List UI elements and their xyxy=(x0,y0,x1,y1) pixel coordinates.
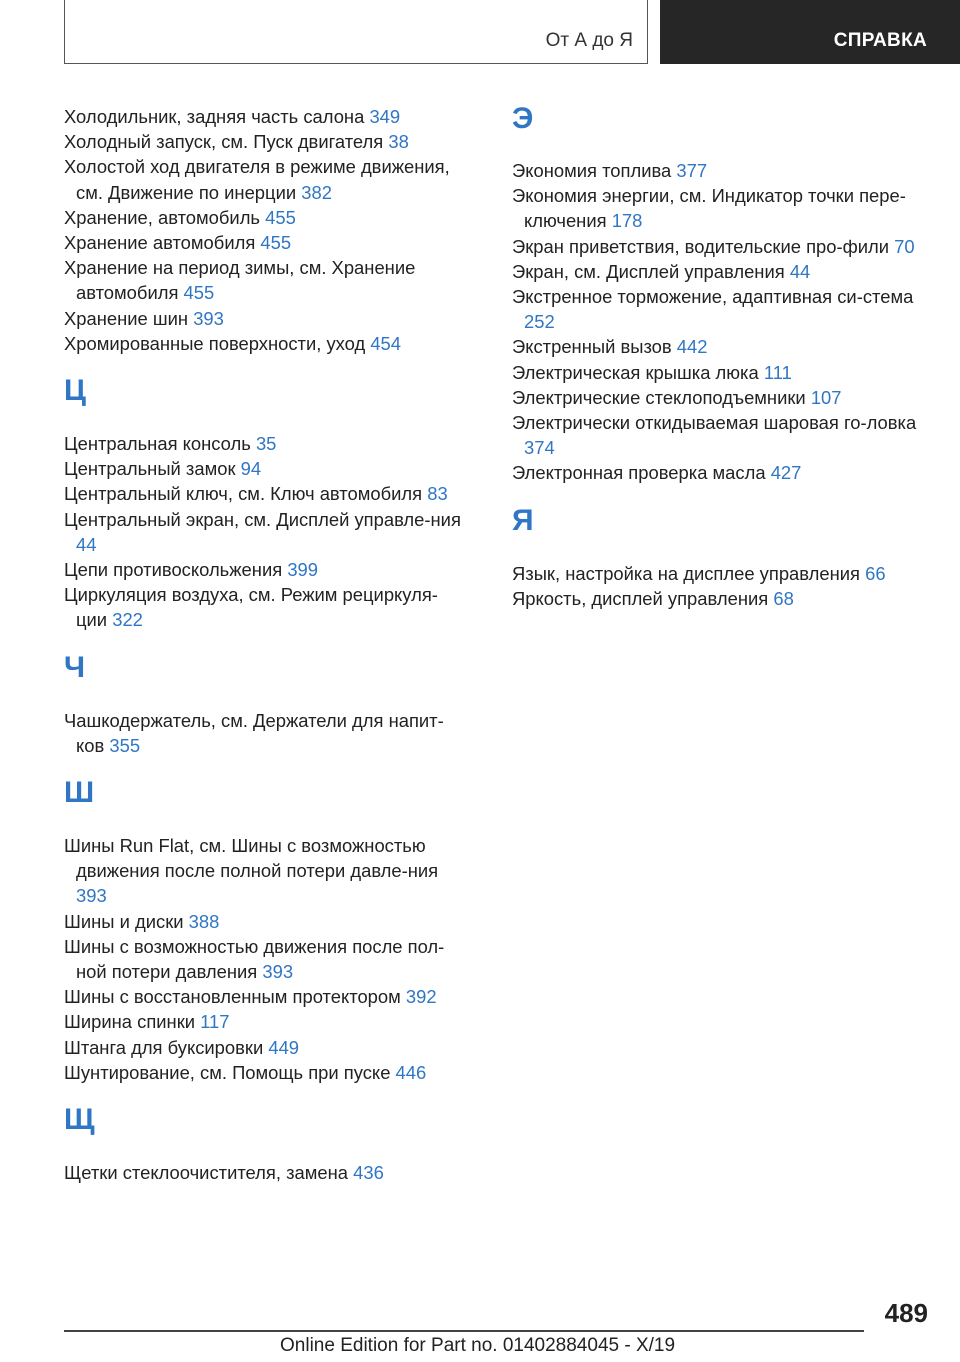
index-entry-text: Хранение, автомобиль xyxy=(64,206,261,228)
index-entry-text: Яркость, дисплей управления xyxy=(512,587,769,609)
index-letter-heading: Я xyxy=(512,503,534,537)
index-entry-text: Щетки стеклоочистителя, замена xyxy=(64,1162,348,1184)
index-entry-text: Электрически откидываемая шаровая го-ловка xyxy=(512,412,917,434)
index-entry-page-link[interactable]: 107 xyxy=(810,386,842,408)
index-entry-text: Центральный ключ, см. Ключ автомобиля xyxy=(64,483,423,505)
footer-edition-text: Online Edition for Part no. 01402884045 - X/19 xyxy=(280,1335,676,1356)
index-entry xyxy=(512,334,932,359)
index-entry xyxy=(64,1035,464,1060)
index-entry-page-link[interactable]: 455 xyxy=(265,206,296,228)
index-entry xyxy=(512,158,932,183)
index-entry xyxy=(512,410,932,460)
index-entry-page-link[interactable]: 454 xyxy=(370,332,401,354)
index-entry-page-link[interactable]: 455 xyxy=(260,232,292,254)
index-entry-page-link[interactable]: 70 xyxy=(894,235,915,257)
index-entry-page-link[interactable]: 392 xyxy=(405,986,437,1008)
index-entry-page-link[interactable]: 374 xyxy=(524,437,555,459)
index-right-column xyxy=(512,104,932,611)
index-entry xyxy=(64,833,464,909)
index-entry-text: Экстренное торможение, адаптивная си-стема xyxy=(512,286,914,308)
index-letter-heading: Щ xyxy=(64,1103,95,1137)
index-entry-page-link[interactable]: 178 xyxy=(611,210,643,232)
index-entry-page-link[interactable]: 252 xyxy=(524,311,555,333)
index-entry-text: Шунтирование, см. Помощь при пуске xyxy=(64,1061,391,1083)
index-entry xyxy=(64,984,464,1009)
index-entry-page-link[interactable]: 68 xyxy=(773,587,794,609)
index-entry xyxy=(64,909,464,934)
index-entry xyxy=(64,507,464,557)
index-entry-text: Штанга для буксировки xyxy=(64,1036,264,1058)
index-entry xyxy=(64,104,464,129)
index-entry-page-link[interactable]: 393 xyxy=(193,307,224,329)
index-letter-heading: Э xyxy=(512,102,534,135)
index-entry xyxy=(512,259,932,284)
index-entry-text: Ширина спинки xyxy=(64,1011,196,1033)
index-letter-heading: Ц xyxy=(64,374,86,408)
index-entry-page-link[interactable]: 117 xyxy=(200,1011,230,1033)
index-entry xyxy=(64,557,464,582)
index-entry-text: Холодильник, задняя часть салона xyxy=(64,106,365,127)
index-entry-text: Холостой ход двигателя в режиме движения, см. Движение по инерции xyxy=(64,156,450,203)
index-entry-page-link[interactable]: 38 xyxy=(388,131,409,153)
index-entry-text: Хранение шин xyxy=(64,307,189,329)
index-entry-page-link[interactable]: 393 xyxy=(262,961,294,983)
index-entry xyxy=(512,234,932,259)
index-entry xyxy=(64,306,464,331)
index-entry-text: Центральная консоль xyxy=(64,433,251,455)
index-entry-text: Шины и диски xyxy=(64,910,184,932)
index-entry-page-link[interactable]: 83 xyxy=(427,483,448,505)
index-entry-text: Чашкодержатель, см. Держатели для напит-ков xyxy=(64,709,444,756)
index-entry-page-link[interactable]: 446 xyxy=(395,1061,427,1083)
index-entry xyxy=(64,129,464,154)
index-entry xyxy=(64,1160,464,1185)
index-entry xyxy=(512,460,932,485)
index-entry-text: Электрические стеклоподъемники xyxy=(512,386,806,408)
index-entry-page-link[interactable]: 94 xyxy=(240,458,262,480)
index-entry-text: Шины с восстановленным протектором xyxy=(64,986,401,1008)
index-entry-text: Язык, настройка на дисплее управления xyxy=(512,562,860,584)
header-chapter-title: СПРАВКА xyxy=(833,30,927,51)
index-entry-text: Циркуляция воздуха, см. Режим рециркуля-ции xyxy=(64,584,438,631)
index-entry-text: Экономия энергии, см. Индикатор точки пере-ключения xyxy=(512,185,906,232)
index-entry xyxy=(512,284,932,334)
index-entry xyxy=(64,582,464,632)
index-entry-page-link[interactable]: 377 xyxy=(676,160,708,181)
index-entry xyxy=(64,154,464,204)
index-entry-page-link[interactable]: 111 xyxy=(763,361,792,383)
index-entry xyxy=(64,431,464,456)
index-entry xyxy=(64,1009,464,1034)
index-entry-page-link[interactable]: 44 xyxy=(76,533,97,555)
index-entry-text: Центральный экран, см. Дисплей управле-ния xyxy=(64,508,461,530)
index-entry-text: Хранение на период зимы, см. Хранение автомобиля xyxy=(64,257,416,304)
index-entry-text: Шины Run Flat, см. Шины с возможностью движения после полной потери давле-ния xyxy=(64,835,439,882)
index-entry xyxy=(64,205,464,230)
index-entry-text: Электрическая крышка люка xyxy=(512,361,759,383)
index-entry-page-link[interactable]: 427 xyxy=(770,462,802,484)
index-left-column xyxy=(64,104,464,1185)
index-entry-page-link[interactable]: 35 xyxy=(255,433,277,455)
index-entry-text: Шины с возможностью движения после пол-ной потери давления xyxy=(64,935,445,983)
index-entry xyxy=(512,360,932,385)
index-entry-page-link[interactable]: 436 xyxy=(353,1162,384,1184)
index-entry-page-link[interactable]: 393 xyxy=(76,885,107,907)
index-entry-text: Цепи противоскольжения xyxy=(64,559,283,581)
index-entry-page-link[interactable]: 349 xyxy=(369,106,401,127)
index-entry-page-link[interactable]: 382 xyxy=(301,181,332,203)
index-entry xyxy=(64,331,464,356)
index-entry-text: Экран, см. Дисплей управления xyxy=(512,260,785,282)
index-entry-page-link[interactable]: 66 xyxy=(865,562,886,584)
header-chapter-box xyxy=(660,0,960,64)
index-entry xyxy=(512,586,932,611)
header-section-title: От А до Я xyxy=(545,30,633,51)
footer-divider xyxy=(64,1330,864,1332)
index-entry-text: Экстренный вызов xyxy=(512,336,672,358)
page-number: 489 xyxy=(884,1298,928,1328)
index-entry xyxy=(512,183,932,233)
index-letter-heading: Ч xyxy=(64,650,86,684)
index-entry-text: Хромированные поверхности, уход xyxy=(64,332,366,354)
index-entry-page-link[interactable]: 322 xyxy=(112,609,143,631)
index-entry-text: Хранение автомобиля xyxy=(64,232,256,254)
index-letter-heading: Ш xyxy=(64,776,95,810)
index-entry xyxy=(512,385,932,410)
index-entry xyxy=(512,561,932,586)
index-entry xyxy=(64,230,464,255)
index-entry-text: Экран приветствия, водительские про-фили xyxy=(512,235,890,257)
index-entry xyxy=(64,708,464,758)
index-entry-page-link[interactable]: 455 xyxy=(183,282,215,304)
index-entry-text: Экономия топлива xyxy=(512,160,672,181)
index-entry xyxy=(64,481,464,506)
index-entry-page-link[interactable]: 388 xyxy=(188,910,220,932)
index-entry-text: Центральный замок xyxy=(64,458,236,480)
index-entry-text: Холодный запуск, см. Пуск двигателя xyxy=(64,131,384,153)
index-entry-page-link[interactable]: 442 xyxy=(676,336,708,358)
index-entry xyxy=(64,934,464,984)
index-entry-text: Электронная проверка масла xyxy=(512,462,766,484)
index-entry-page-link[interactable]: 355 xyxy=(109,734,141,756)
index-entry-page-link[interactable]: 399 xyxy=(287,559,318,581)
index-entry xyxy=(64,456,464,481)
index-entry-page-link[interactable]: 449 xyxy=(268,1036,300,1058)
index-entry xyxy=(64,255,464,305)
header-section-box xyxy=(64,0,648,64)
index-entry xyxy=(64,1060,464,1085)
index-entry-page-link[interactable]: 44 xyxy=(789,260,811,282)
